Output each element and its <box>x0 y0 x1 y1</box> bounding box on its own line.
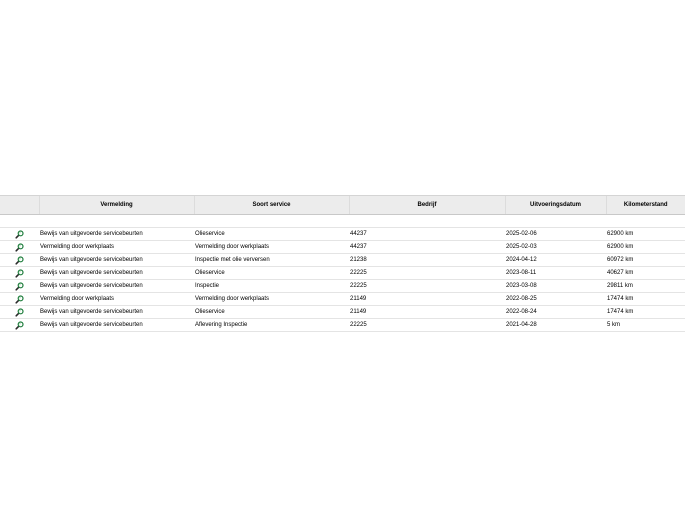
cell-vermelding: Bewijs van uitgevoerde servicebeurten <box>39 267 194 280</box>
table-row <box>0 319 685 332</box>
cell-bedrijf: 22225 <box>349 267 505 280</box>
magnifier-icon[interactable] <box>15 308 24 317</box>
cell-uitvoeringsdatum: 2025-02-03 <box>505 241 606 254</box>
cell-bedrijf: 21238 <box>349 254 505 267</box>
cell-vermelding: Vermelding door werkplaats <box>39 293 194 306</box>
column-header-bedrijf[interactable]: Bedrijf <box>349 196 505 215</box>
table-row <box>0 306 685 319</box>
magnifier-icon[interactable] <box>15 243 24 252</box>
table-row <box>0 267 685 280</box>
row-action-cell <box>0 254 39 267</box>
cell-bedrijf: 21149 <box>349 306 505 319</box>
magnifier-icon[interactable] <box>15 256 24 265</box>
cell-kilometerstand: 17474 km <box>606 306 685 319</box>
magnifier-icon[interactable] <box>15 230 24 239</box>
cell-uitvoeringsdatum: 2021-04-28 <box>505 319 606 332</box>
table-spacer-row <box>0 215 685 228</box>
cell-uitvoeringsdatum: 2024-04-12 <box>505 254 606 267</box>
column-header-actions <box>0 196 39 215</box>
cell-kilometerstand: 40627 km <box>606 267 685 280</box>
cell-soort-service: Vermelding door werkplaats <box>194 241 349 254</box>
table-header-row <box>0 196 685 215</box>
table-row <box>0 280 685 293</box>
row-action-cell <box>0 241 39 254</box>
cell-soort-service: Olieservice <box>194 267 349 280</box>
column-header-soort-service[interactable]: Soort service <box>194 196 349 215</box>
row-action-cell <box>0 319 39 332</box>
cell-bedrijf: 22225 <box>349 280 505 293</box>
magnifier-icon[interactable] <box>15 269 24 278</box>
cell-vermelding: Bewijs van uitgevoerde servicebeurten <box>39 254 194 267</box>
cell-vermelding: Bewijs van uitgevoerde servicebeurten <box>39 319 194 332</box>
row-action-cell <box>0 280 39 293</box>
cell-kilometerstand: 60972 km <box>606 254 685 267</box>
row-action-cell <box>0 293 39 306</box>
cell-bedrijf: 44237 <box>349 241 505 254</box>
cell-soort-service: Olieservice <box>194 228 349 241</box>
magnifier-icon[interactable] <box>15 295 24 304</box>
row-action-cell <box>0 267 39 280</box>
cell-vermelding: Bewijs van uitgevoerde servicebeurten <box>39 280 194 293</box>
magnifier-icon[interactable] <box>15 321 24 330</box>
cell-kilometerstand: 29811 km <box>606 280 685 293</box>
cell-kilometerstand: 62900 km <box>606 228 685 241</box>
cell-soort-service: Aflevering Inspectie <box>194 319 349 332</box>
cell-soort-service: Olieservice <box>194 306 349 319</box>
table-row <box>0 241 685 254</box>
table-body <box>0 215 685 332</box>
cell-kilometerstand: 5 km <box>606 319 685 332</box>
magnifier-icon[interactable] <box>15 282 24 291</box>
cell-uitvoeringsdatum: 2023-08-11 <box>505 267 606 280</box>
cell-kilometerstand: 62900 km <box>606 241 685 254</box>
cell-uitvoeringsdatum: 2023-03-08 <box>505 280 606 293</box>
row-action-cell <box>0 228 39 241</box>
cell-kilometerstand: 17474 km <box>606 293 685 306</box>
cell-soort-service: Inspectie <box>194 280 349 293</box>
cell-bedrijf: 44237 <box>349 228 505 241</box>
cell-vermelding: Vermelding door werkplaats <box>39 241 194 254</box>
table-row <box>0 228 685 241</box>
column-header-uitvoeringsdatum[interactable]: Uitvoeringsdatum <box>505 196 606 215</box>
cell-uitvoeringsdatum: 2025-02-06 <box>505 228 606 241</box>
service-history-table <box>0 195 685 332</box>
cell-vermelding: Bewijs van uitgevoerde servicebeurten <box>39 306 194 319</box>
row-action-cell <box>0 306 39 319</box>
column-header-vermelding[interactable]: Vermelding <box>39 196 194 215</box>
cell-soort-service: Inspectie met olie verversen <box>194 254 349 267</box>
column-header-kilometerstand[interactable]: Kilometerstand <box>606 196 685 215</box>
table-row <box>0 293 685 306</box>
table-row <box>0 254 685 267</box>
cell-bedrijf: 21149 <box>349 293 505 306</box>
cell-uitvoeringsdatum: 2022-08-25 <box>505 293 606 306</box>
cell-vermelding: Bewijs van uitgevoerde servicebeurten <box>39 228 194 241</box>
cell-soort-service: Vermelding door werkplaats <box>194 293 349 306</box>
cell-uitvoeringsdatum: 2022-08-24 <box>505 306 606 319</box>
cell-bedrijf: 22225 <box>349 319 505 332</box>
